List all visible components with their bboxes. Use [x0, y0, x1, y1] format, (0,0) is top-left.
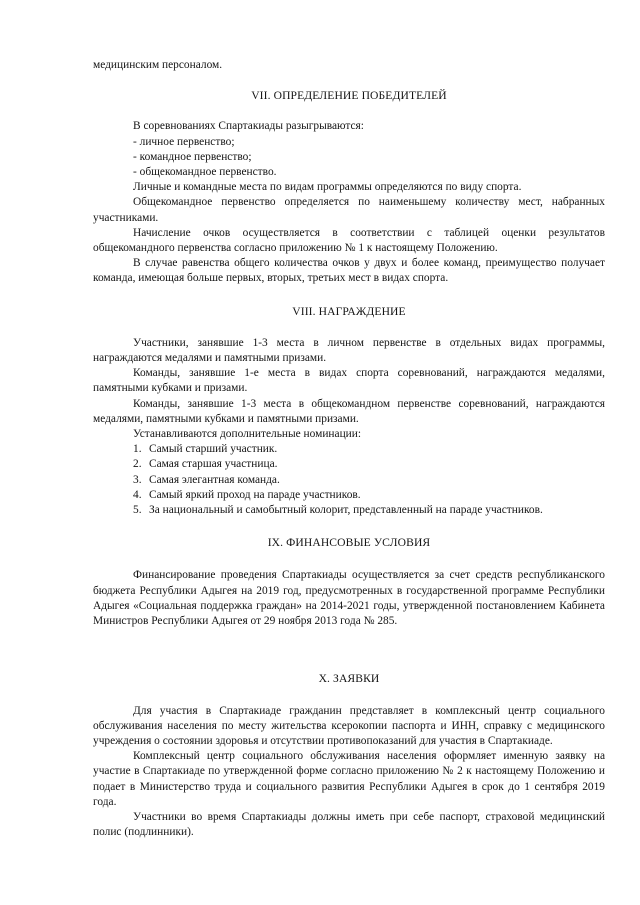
s10-paragraph-1: Для участия в Спартакиаде гражданин представляет в комплексный центр социального обслуживания населения по месту жительства ксерокопии паспорта и ИНН, справку с медицинского учреждения о состоянии здоровья и отсутствии противопоказаний для участия в Спартакиаде.	[93, 704, 605, 747]
s8-paragraph-3: Команды, занявшие 1-3 места в общекомандном первенстве соревнований, награждаются медалями, памятными кубками и памятными призами.	[93, 397, 605, 425]
list-item-number: 5.	[133, 504, 142, 517]
list-item-number: 1.	[133, 443, 142, 456]
list-item-text: Самая старшая участница.	[149, 458, 278, 471]
s7-paragraph-2: Общекомандное первенство определяется по наименьшему количеству мест, набранных участниками.	[93, 196, 605, 224]
s7-item-3: - общекомандное первенство.	[133, 166, 277, 179]
list-item	[93, 457, 605, 472]
list-item-number: 2.	[133, 458, 142, 471]
top-fragment: медицинским персоналом.	[93, 59, 223, 71]
s7-intro: В соревнованиях Спартакиады разыгрываются:	[133, 120, 364, 133]
list-item-text: Самый яркий проход на параде участников.	[149, 488, 361, 501]
s7-item-2: - командное первенство;	[133, 150, 252, 163]
section-9-title: IX. ФИНАНСОВЫЕ УСЛОВИЯ	[267, 536, 431, 550]
nominations-list	[93, 442, 605, 518]
section-10-title: X. ЗАЯВКИ	[318, 672, 380, 686]
s7-paragraph-1: Личные и командные места по видам программы определяются по виду спорта.	[133, 181, 522, 194]
s8-paragraph-4: Устанавливаются дополнительные номинации:	[133, 428, 362, 441]
section-7-title: VII. ОПРЕДЕЛЕНИЕ ПОБЕДИТЕЛЕЙ	[251, 89, 447, 103]
s7-item-1: - личное первенство;	[133, 135, 235, 148]
list-item	[93, 442, 605, 457]
section-8-title: VIII. НАГРАЖДЕНИЕ	[292, 304, 406, 318]
s10-paragraph-3: Участники во время Спартакиады должны иметь при себе паспорт, страховой медицинский полис (подлинники).	[93, 810, 605, 839]
list-item	[93, 488, 605, 503]
list-item	[93, 503, 605, 518]
s7-paragraph-3: Начисление очков осуществляется в соответствии с таблицей оценки результатов общекомандного первенства согласно приложению № 1 к настоящему Положению.	[93, 226, 605, 255]
list-item-number: 4.	[133, 488, 142, 501]
page-content	[93, 58, 605, 840]
list-item-text: За национальный и самобытный колорит, представленный на параде участников.	[149, 504, 543, 517]
s10-paragraph-2: Комплексный центр социального обслуживания населения оформляет именную заявку на участие в Спартакиаде по утвержденной форме согласно приложению № 2 к настоящему Положению и подает в Министерство труда и социального развития Республики Адыгея в срок до 1 сентября 2019 года.	[93, 750, 605, 808]
list-item	[93, 473, 605, 488]
list-item-number: 3.	[133, 473, 142, 486]
s8-paragraph-1: Участники, занявшие 1-3 места в личном первенстве в отдельных видах программы, награждаются медалями и памятными призами.	[93, 336, 605, 365]
list-item-text: Самая элегантная команда.	[149, 473, 280, 486]
s9-paragraph-1: Финансирование проведения Спартакиады осуществляется за счет средств республиканского бюджета Республики Адыгея на 2019 год, предусмотренных в государственной программе Республики Адыгея «Социальная поддержка граждан» на 2014-2021 годы, утвержденной постановлением Кабинета Министров Республики Адыгея от 29 ноября 2013 года № 285.	[93, 569, 605, 628]
list-item-text: Самый старший участник.	[149, 443, 278, 456]
s7-paragraph-4: В случае равенства общего количества очков у двух и более команд, преимущество получает команда, имеющая больше первых, вторых, третьих мест в видах спорта.	[93, 257, 605, 285]
s8-paragraph-2: Команды, занявшие 1-е места в видах спорта соревнований, награждаются медалями, памятными кубками и призами.	[93, 367, 605, 395]
